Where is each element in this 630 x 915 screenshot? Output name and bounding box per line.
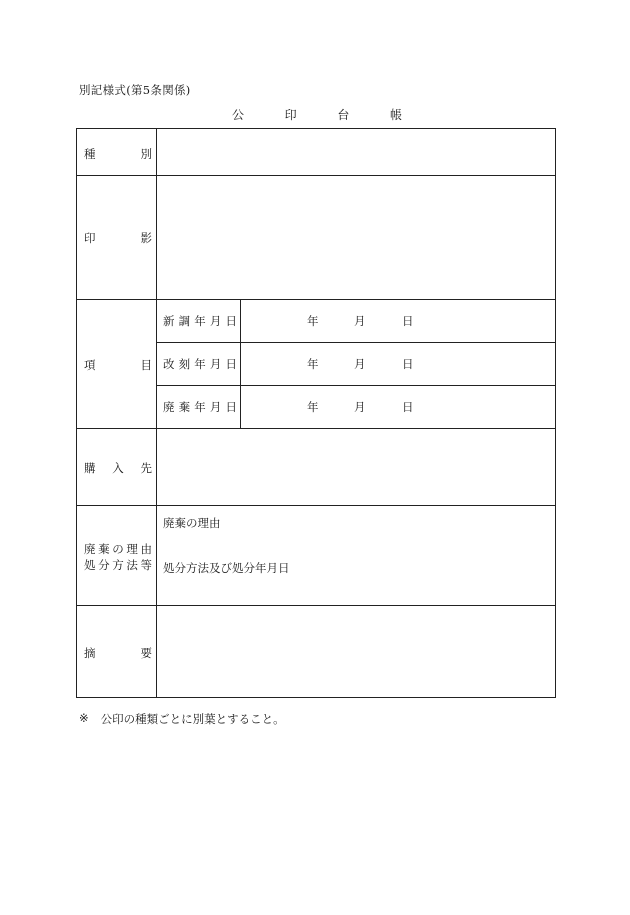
label-char: 種 [84, 147, 96, 161]
month-unit: 月 [354, 400, 366, 414]
label-char: 目 [140, 358, 152, 372]
label-char: 廃 [163, 400, 175, 414]
label-char: 年 [194, 314, 206, 328]
form-label: 別記様式(第5条関係) [79, 83, 191, 97]
label-char: 処 [84, 558, 96, 572]
footnote-text: 公印の種類ごとに別葉とすること。 [100, 712, 285, 726]
label-char: 要 [140, 646, 152, 660]
disposal-label-line2 [84, 557, 152, 573]
title-char: 印 [284, 108, 297, 122]
label-char: 新 [163, 314, 175, 328]
supplier-field[interactable] [157, 429, 555, 505]
row-divider [77, 505, 555, 506]
items-label [84, 357, 152, 373]
month-unit: 月 [354, 357, 366, 371]
row-divider [77, 299, 555, 300]
label-char: 廃 [84, 542, 96, 556]
label-char: 月 [209, 314, 222, 328]
recarve-date-label [163, 356, 237, 372]
label-char: 方 [112, 558, 124, 572]
label-char: 棄 [178, 400, 191, 414]
kind-label [84, 146, 152, 162]
row-divider [156, 342, 555, 343]
month-unit: 月 [354, 314, 366, 328]
label-char: 摘 [84, 646, 96, 660]
label-char: 分 [98, 558, 110, 572]
footnote [79, 711, 285, 727]
label-char: 日 [225, 314, 237, 328]
disposal-method-label: 処分方法及び処分年月日 [163, 561, 290, 575]
label-char: の [112, 542, 124, 556]
label-char: 先 [140, 461, 152, 475]
year-unit: 年 [307, 400, 319, 414]
label-char: 改 [163, 357, 175, 371]
disposal-label-line1 [84, 541, 152, 557]
impression-label [84, 230, 152, 246]
seal-register-table [76, 128, 556, 698]
label-char: 月 [209, 357, 222, 371]
label-char: 棄 [98, 542, 110, 556]
title-char: 帳 [389, 108, 402, 122]
label-char: 年 [194, 357, 206, 371]
day-unit: 日 [402, 314, 414, 328]
remarks-label [84, 645, 152, 661]
kind-field[interactable] [157, 129, 555, 175]
title-char: 台 [337, 108, 350, 122]
label-char: 調 [178, 314, 191, 328]
label-char: 項 [84, 358, 96, 372]
label-char: 別 [140, 147, 152, 161]
label-char: 等 [140, 558, 152, 572]
label-char: 入 [112, 461, 124, 475]
label-char: 日 [225, 400, 237, 414]
title-char: 公 [232, 108, 245, 122]
label-char: 印 [84, 231, 96, 245]
item-subcolumn-divider [240, 299, 241, 428]
label-char: 刻 [178, 357, 191, 371]
reference-mark-icon: ※ [79, 711, 89, 725]
label-char: 購 [84, 461, 96, 475]
year-unit: 年 [307, 357, 319, 371]
document-title [232, 106, 402, 123]
label-char: 理 [126, 542, 138, 556]
label-char: 年 [194, 400, 206, 414]
day-unit: 日 [402, 400, 414, 414]
new-seal-date-label [163, 313, 237, 329]
label-char: 法 [126, 558, 138, 572]
label-char: 由 [140, 542, 152, 556]
label-char: 月 [209, 400, 222, 414]
supplier-label [84, 460, 152, 476]
label-char: 影 [140, 231, 152, 245]
day-unit: 日 [402, 357, 414, 371]
disposal-reason-label: 廃棄の理由 [163, 516, 221, 530]
remarks-field[interactable] [157, 606, 555, 697]
disposal-date-label [163, 399, 237, 415]
impression-field[interactable] [157, 176, 555, 299]
year-unit: 年 [307, 314, 319, 328]
row-divider [156, 385, 555, 386]
label-char: 日 [225, 357, 237, 371]
